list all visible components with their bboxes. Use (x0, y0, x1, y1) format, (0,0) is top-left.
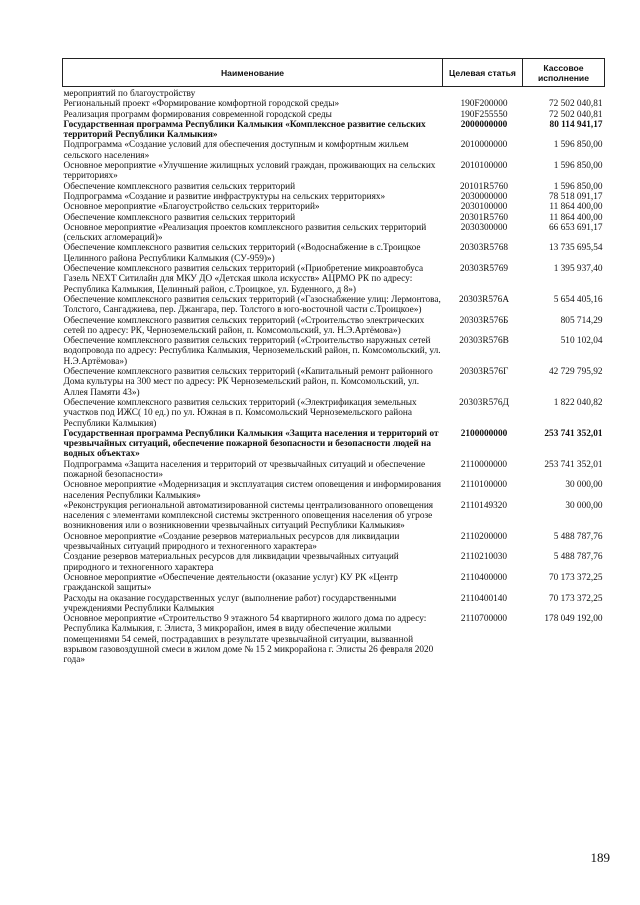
table-row (63, 614, 605, 665)
row-amount-cell: 1 596 850,00 (553, 181, 603, 192)
row-amount-cell: 78 518 091,17 (549, 191, 603, 202)
page-number: 189 (590, 850, 610, 865)
table-row (63, 429, 605, 460)
table-row (63, 552, 605, 573)
row-name-cell: Подпрограмма «Создание и развитие инфраструктуры на сельских территориях» (63, 191, 386, 202)
row-name-cell: Обеспечение комплексного развития сельских территорий («Электрификация земельных участков под ИЖС( 10 ед.) по ул. Южная в п. Комсомольский Черноземельского района Республики Калмыкия) (63, 397, 417, 429)
row-amount-cell: 5 488 787,76 (553, 552, 603, 563)
table-row (63, 99, 605, 109)
row-target-article-cell: 2110400000 (460, 572, 508, 583)
row-name-cell: Региональный проект «Формирование комфортной городской среды» (63, 99, 340, 110)
table-row (63, 594, 605, 615)
row-amount-cell (523, 87, 605, 100)
row-amount-cell: 30 000,00 (565, 500, 603, 511)
row-amount-cell: 80 114 941,17 (549, 119, 603, 130)
row-target-article-cell: 2030300000 (460, 222, 508, 233)
table-row (63, 398, 605, 429)
table-row (63, 316, 605, 337)
row-amount-cell: 11 864 400,00 (549, 212, 603, 223)
table-row (63, 110, 605, 120)
row-name-cell: Основное мероприятие «Создание резервов материальных ресурсов для ликвидации чрезвычайных ситуаций природного и техногенного характера» (63, 531, 400, 553)
row-target-article-cell: 20303R576В (459, 336, 509, 347)
row-target-article-cell: 20303R576Б (459, 315, 509, 326)
row-name-cell: Обеспечение комплексного развития сельских территорий («Строительство электрических сетей по адресу: РК, Черноземельский район, п. Комсомольский, ул. Н.Э.Артёмова») (63, 315, 425, 336)
budget-execution-table (62, 58, 605, 666)
row-name-cell: Государственная программа Республики Калмыкия «Защита населения и территорий от чрезвычайных ситуаций, обеспечение пожарной безопасности и безопасности людей на водных объектах» (63, 428, 439, 460)
row-amount-cell: 66 653 691,17 (549, 222, 603, 233)
row-target-article-cell (443, 87, 523, 100)
row-name-cell: Основное мероприятие «Обеспечение деятельности (оказание услуг) КУ РК «Центр гражданской защиты» (63, 572, 398, 594)
row-target-article-cell: 20303R576Д (459, 397, 509, 408)
row-target-article-cell: 2010100000 (460, 161, 508, 172)
table-row (63, 213, 605, 223)
row-name-cell: Обеспечение комплексного развития сельских территорий («Капитальный ремонт районного Дома культуры на 300 мест по адресу: РК Черноземельский район, п. Комсомольский, ул. Аллея Памяти 43») (63, 367, 433, 398)
row-target-article-cell: 2110200000 (460, 531, 508, 542)
table-row (63, 460, 605, 481)
row-target-article-cell: 2000000000 (460, 119, 508, 130)
row-amount-cell: 510 102,04 (560, 336, 603, 347)
row-amount-cell: 70 173 372,25 (549, 593, 603, 604)
row-name-cell: «Реконструкция региональной автоматизированной системы централизованного оповещения населения с элементами комплексной системы экстренного оповещения населения об угрозе возникновения или о возникновении чрезвычайных ситуаций Республики Калмыкия» (63, 500, 434, 532)
row-target-article-cell: 20303R5768 (459, 243, 509, 254)
row-amount-cell: 13 735 695,54 (549, 243, 603, 254)
row-amount-cell: 5 654 405,16 (553, 294, 603, 305)
table-row (63, 192, 605, 202)
row-target-article-cell: 20301R5760 (459, 212, 509, 223)
row-name-cell: Обеспечение комплексного развития сельских территорий («Водоснабжение в с.Троицкое Целинного района Республики Калмыкия (СУ-959)») (63, 243, 421, 264)
row-amount-cell: 805 714,29 (560, 315, 603, 326)
table-row (63, 336, 605, 367)
row-amount-cell: 253 741 352,01 (544, 459, 603, 470)
row-amount-cell: 1 596 850,00 (553, 140, 603, 151)
row-target-article-cell: 2110100000 (460, 480, 508, 491)
row-target-article-cell: 2030000000 (460, 191, 508, 202)
row-amount-cell: 1 596 850,00 (553, 161, 603, 172)
row-amount-cell: 30 000,00 (565, 480, 603, 491)
table-row (63, 367, 605, 398)
row-amount-cell: 11 864 400,00 (549, 202, 603, 213)
table-row (63, 243, 605, 264)
header-name: Наименование (63, 59, 443, 87)
table-row (63, 140, 605, 161)
table-row (63, 501, 605, 532)
table-body (63, 87, 605, 666)
table-row (63, 202, 605, 212)
row-name-cell: мероприятий по благоустройству (63, 89, 196, 99)
row-name-cell: Основное мероприятие «Благоустройство сельских территорий» (63, 202, 320, 213)
table-header (63, 59, 605, 87)
row-target-article-cell: 190F200000 (460, 99, 508, 110)
row-name-cell: Подпрограмма «Защита населения и территорий от чрезвычайных ситуаций и обеспечение пожарной безопасности» (63, 459, 426, 480)
row-target-article-cell: 20303R576А (458, 294, 510, 305)
row-name-cell: Государственная программа Республики Калмыкия «Комплексное развитие сельских территорий Республики Калмыкия» (63, 119, 426, 141)
row-target-article-cell: 20101R5760 (459, 181, 509, 192)
header-cash-execution: Кассовое исполнение (523, 59, 605, 87)
row-target-article-cell: 2110149320 (460, 500, 508, 511)
row-target-article-cell: 2100000000 (460, 428, 508, 439)
row-amount-cell: 253 741 352,01 (544, 428, 603, 439)
row-target-article-cell: 2110000000 (460, 459, 508, 470)
row-amount-cell: 42 729 795,92 (549, 367, 603, 378)
row-target-article-cell: 2110400140 (460, 593, 508, 604)
row-amount-cell: 5 488 787,76 (553, 531, 603, 542)
table-row (63, 182, 605, 192)
row-target-article-cell: 2030100000 (460, 202, 508, 213)
row-name-cell: Реализация программ формирования современной городской среды (63, 109, 332, 120)
row-name-cell: Обеспечение комплексного развития сельских территорий (63, 212, 296, 223)
table-row (63, 480, 605, 501)
row-amount-cell: 1 822 040,82 (553, 397, 603, 408)
row-target-article-cell: 2110700000 (460, 614, 508, 625)
row-name-cell: Основное мероприятие «Модернизация и эксплуатация систем оповещения и информирования населения Республики Калмыкия» (63, 480, 442, 501)
row-name-cell: Расходы на оказание государственных услуг (выполнение работ) государственными учреждениями Республики Калмыкия (63, 593, 397, 614)
row-target-article-cell: 20303R576Г (459, 367, 509, 378)
table-row (63, 295, 605, 316)
table-row (63, 120, 605, 141)
row-amount-cell: 70 173 372,25 (549, 572, 603, 583)
row-target-article-cell: 20303R5769 (459, 264, 509, 275)
row-name-cell: Основное мероприятие «Реализация проектов комплексного развития сельских территорий (сельских агломераций)» (63, 222, 427, 244)
row-target-article-cell: 190F255550 (460, 109, 508, 120)
row-name-cell: Основное мероприятие «Строительство 9 этажного 54 квартирного жилого дома по адресу: Республика Калмыкия, г. Элиста, 3 микрорайон, имея в виду обеспечение жилыми помещениями 54 семей, пострадавших в результате чрезвычайной ситуации, вызванной взрывом газовоздушной смеси в жилом доме № 15 2 микрорайона г. Элисты 26 февраля 2020 года» (63, 614, 434, 666)
table-row (63, 573, 605, 594)
row-amount-cell: 72 502 040,81 (549, 109, 603, 120)
row-name-cell: Обеспечение комплексного развития сельских территорий («Приобретение микроавтобуса Газель NEXT Ситилайн для МКУ ДО «Детская школа искусств» АЦРМО РК по адресу: Республика Калмыкия, Целинный район, с.Троицкое, ул. Буденного, д 8») (63, 264, 424, 295)
row-target-article-cell: 2010000000 (460, 140, 508, 151)
row-name-cell: Основное мероприятие «Улучшение жилищных условий граждан, проживающих на сельских территориях» (63, 161, 436, 182)
row-name-cell: Подпрограмма «Создание условий для обеспечения доступным и комфортным жильем сельского населения» (63, 140, 409, 161)
row-amount-cell: 178 049 192,00 (544, 614, 603, 625)
row-name-cell: Создание резервов материальных ресурсов для ликвидации чрезвычайных ситуаций природного и техногенного характера (63, 552, 399, 573)
row-amount-cell: 1 395 937,40 (553, 264, 603, 275)
table-row (63, 223, 605, 244)
table-row (63, 532, 605, 553)
header-target-article: Целевая статья (443, 59, 523, 87)
table-row (63, 161, 605, 182)
row-name-cell: Обеспечение комплексного развития сельских территорий (63, 181, 296, 192)
row-name-cell: Обеспечение комплексного развития сельских территорий («Газоснабжение улиц: Лермонтова, Толстого, Сангаджиева, пер. Джангара, пер. Толстого в юго-восточной части с.Троицкое») (63, 294, 441, 316)
row-name-cell: Обеспечение комплексного развития сельских территорий («Строительство наружных сетей водопровода по адресу: Республика Калмыкия, Черноземельский район, п. Комсомольский, ул. Н.Э.Артёмова») (63, 336, 441, 367)
row-amount-cell: 72 502 040,81 (549, 99, 603, 110)
header-row (63, 59, 605, 87)
table-row (63, 87, 605, 100)
table-row (63, 264, 605, 295)
row-target-article-cell: 2110210030 (460, 552, 508, 563)
